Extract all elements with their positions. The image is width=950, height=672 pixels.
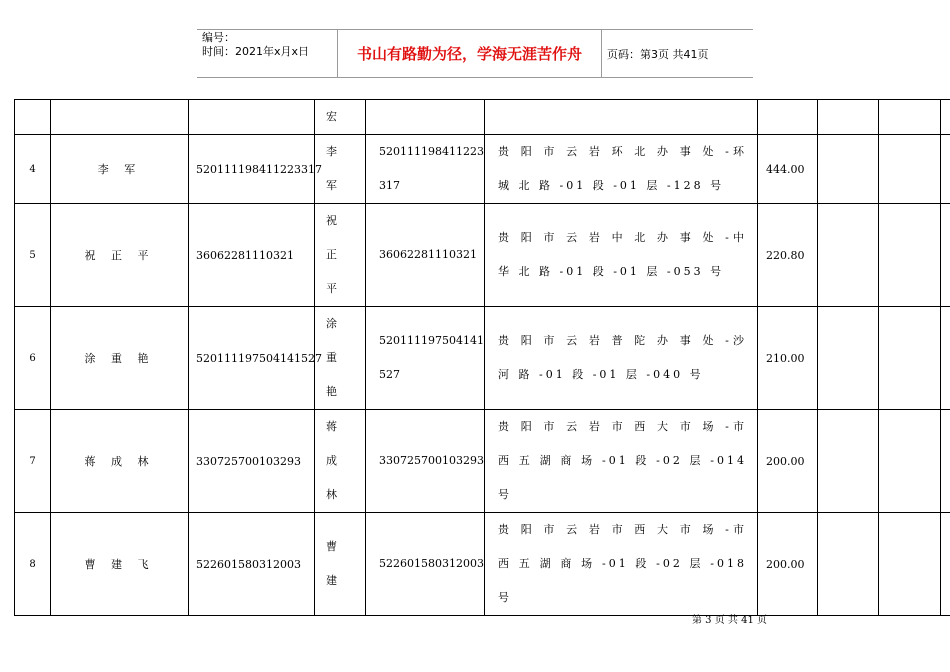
address: 贵 阳 市 云 岩 环 北 办 事 处 -环 城 北 路 -01 段 -01 层 -128 号 xyxy=(485,135,758,204)
number-label: 编号： xyxy=(202,31,235,44)
empty-cell xyxy=(879,204,941,307)
verifier-id: 520111198411223317 xyxy=(366,135,485,204)
empty-cell xyxy=(941,410,950,513)
empty-cell xyxy=(879,135,941,204)
holder-name: 曹 建 飞 xyxy=(51,513,189,616)
empty-cell xyxy=(941,204,950,307)
verifier-name-cell: 涂 重 艳 xyxy=(315,307,366,410)
empty-cell xyxy=(879,307,941,410)
records-table xyxy=(14,99,950,616)
amount: 200.00 xyxy=(758,410,818,513)
id-number: 520111198411223317 xyxy=(189,135,315,204)
empty-cell xyxy=(879,513,941,616)
table-row xyxy=(15,135,950,204)
verifier-name-cell: 宏 xyxy=(315,100,366,135)
verifier-name-cell: 曹 建 xyxy=(315,513,366,616)
row-number: 4 xyxy=(15,135,51,204)
verifier-id: 522601580312003 xyxy=(366,513,485,616)
verifier-id: 330725700103293 xyxy=(366,410,485,513)
amount: 200.00 xyxy=(758,513,818,616)
verifier-id: 520111197504141527 xyxy=(366,307,485,410)
verifier-id: 36062281110321 xyxy=(366,204,485,307)
table-row xyxy=(15,307,950,410)
amount: 210.00 xyxy=(758,307,818,410)
holder-name: 蒋 成 林 xyxy=(51,410,189,513)
amount: 220.80 xyxy=(758,204,818,307)
table-body xyxy=(15,100,950,616)
empty-cell xyxy=(941,135,950,204)
holder-name: 涂 重 艳 xyxy=(51,307,189,410)
document-header xyxy=(197,29,753,78)
table-row xyxy=(15,204,950,307)
verifier-name-cell: 李 军 xyxy=(315,135,366,204)
header-motto: 书山有路勤为径，学海无涯苦作舟 xyxy=(338,30,602,77)
table-row xyxy=(15,513,950,616)
empty-cell xyxy=(818,307,879,410)
holder-name: 祝 正 平 xyxy=(51,204,189,307)
row-number: 7 xyxy=(15,410,51,513)
id-number: 522601580312003 xyxy=(189,513,315,616)
table-row xyxy=(15,100,950,135)
row-number: 5 xyxy=(15,204,51,307)
header-page-info: 页码：第3页 共41页 xyxy=(607,47,709,61)
verifier-name-cell: 祝 正 平 xyxy=(315,204,366,307)
address: 贵 阳 市 云 岩 普 陀 办 事 处 -沙 河 路 -01 段 -01 层 -040 号 xyxy=(485,307,758,410)
empty-cell xyxy=(818,135,879,204)
empty-cell xyxy=(818,204,879,307)
table-row xyxy=(15,410,950,513)
empty-cell xyxy=(818,513,879,616)
row-number: 6 xyxy=(15,307,51,410)
amount: 444.00 xyxy=(758,135,818,204)
address: 贵 阳 市 云 岩 中 北 办 事 处 -中 华 北 路 -01 段 -01 层 -053 号 xyxy=(485,204,758,307)
empty-cell xyxy=(818,410,879,513)
id-number: 36062281110321 xyxy=(189,204,315,307)
page-footer: 第 3 页 共 41 页 xyxy=(692,615,767,626)
empty-cell xyxy=(879,410,941,513)
header-meta xyxy=(197,30,338,77)
row-number: 8 xyxy=(15,513,51,616)
holder-name: 李 军 xyxy=(51,135,189,204)
empty-cell xyxy=(941,307,950,410)
verifier-name-cell: 蒋 成 林 xyxy=(315,410,366,513)
id-number: 520111197504141527 xyxy=(189,307,315,410)
time-label: 时间：2021年x月x日 xyxy=(202,45,310,58)
address: 贵 阳 市 云 岩 市 西 大 市 场 -市 西 五 湖 商 场 -01 段 -02 层 -018 号 xyxy=(485,513,758,616)
address: 贵 阳 市 云 岩 市 西 大 市 场 -市 西 五 湖 商 场 -01 段 -02 层 -014 号 xyxy=(485,410,758,513)
id-number: 330725700103293 xyxy=(189,410,315,513)
empty-cell xyxy=(941,513,950,616)
